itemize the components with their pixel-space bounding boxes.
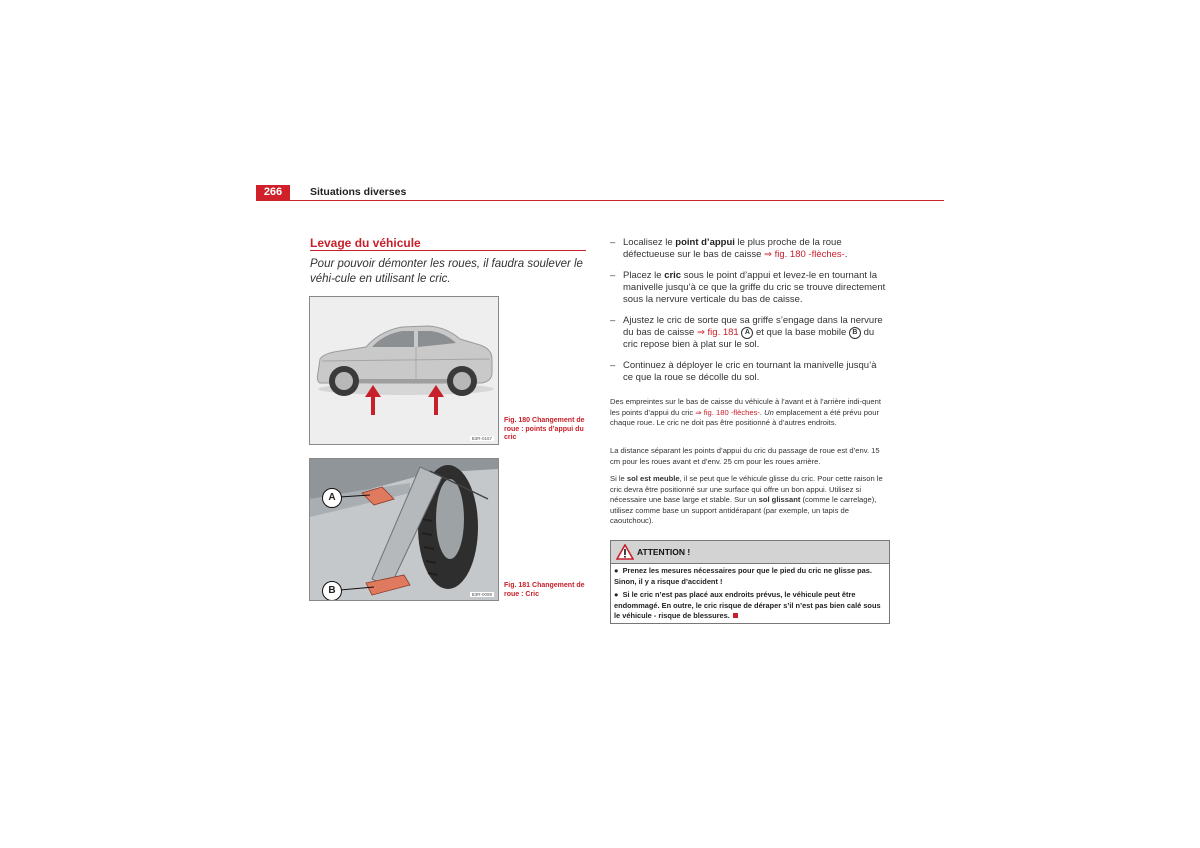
figure-181-jack bbox=[309, 458, 499, 601]
warning-item-2: ● Si le cric n’est pas placé aux endroits prévus, le véhicule peut être endommagé. En outre, le cric risque de déraper s’il n’est pas bien calé sous le véhicule - risque de blessures. bbox=[614, 590, 881, 620]
callout-b: B bbox=[322, 581, 342, 601]
warning-title: ATTENTION ! bbox=[637, 547, 691, 557]
figure-code: B3R-0099 bbox=[471, 592, 492, 597]
car-side-illustration bbox=[310, 297, 498, 444]
section-title: Levage du véhicule bbox=[310, 236, 421, 250]
warning-box bbox=[610, 540, 890, 624]
warning-triangle-icon bbox=[616, 544, 634, 560]
figure-reference-link[interactable]: ⇒ fig. 180 -flèches- bbox=[695, 407, 760, 417]
jack-illustration bbox=[310, 459, 498, 600]
figure-181-caption: Fig. 181 Changement de roue : Cric bbox=[504, 582, 585, 598]
paragraph-ground: Si le sol est meuble, il se peut que le véhicule glisse du cric. Pour cette raison le cric devra être positionné sur une surface qui offre un bon appui. Utilisez si nécessaire une base large et stable. Sur un sol glissant (comme le carrelage), utilisez comme base un support antidérapant (par exemple, un tapis de caoutchouc). bbox=[610, 474, 883, 525]
header-rule bbox=[256, 200, 944, 201]
step-2: – Placez le cric sous le point d’appui et levez-le en tournant la manivelle jusqu’à ce que la griffe du cric se trouve directement sous la nervure verticale du bas de caisse. bbox=[610, 270, 886, 305]
figure-180-caption: Fig. 180 Changement de roue : points d’appui du cric bbox=[504, 417, 585, 441]
paragraph-jack-points: Des empreintes sur le bas de caisse du véhicule à l’avant et à l’arrière indi-quent les points d’appui du cric ⇒ fig. 180 -flèches-. Un emplacement a été prévu pour chaque roue. Le cric ne doit pas être positionné à d’autres endroits. bbox=[610, 397, 881, 427]
figure-reference-link[interactable]: ⇒ fig. 181 bbox=[696, 327, 739, 338]
section-title-rule bbox=[310, 250, 586, 251]
step-1: – Localisez le point d’appui le plus proche de la roue défectueuse sur le bas de caisse ⇒ fig. 180 -flèches-. bbox=[610, 237, 848, 260]
figure-180-car-jack-points bbox=[309, 296, 499, 445]
bullet-icon: ● bbox=[614, 590, 619, 599]
running-title: Situations diverses bbox=[310, 186, 407, 198]
warning-header bbox=[611, 541, 889, 564]
paragraph-distance: La distance séparant les points d’appui du cric du passage de roue est d’env. 15 cm pour les roues avant et d’env. 25 cm pour les roues arrière. bbox=[610, 446, 880, 466]
section-intro: Pour pouvoir démonter les roues, il faudra soulever le véhi-cule en utilisant le cric. bbox=[310, 258, 583, 285]
callout-a-inline: A bbox=[741, 327, 753, 339]
callout-b-inline: B bbox=[849, 327, 861, 339]
figure-reference-link[interactable]: ⇒ fig. 180 -flèches- bbox=[764, 249, 845, 260]
bullet-icon: ● bbox=[614, 566, 619, 575]
end-of-section-icon bbox=[733, 613, 738, 618]
step-3: – Ajustez le cric de sorte que sa griffe s’engage dans la nervure du bas de caisse ⇒ fig. 181 A et que la base mobile B du cric repose bien à plat sur le sol. bbox=[610, 315, 883, 350]
step-4: – Continuez à déployer le cric en tournant la manivelle jusqu’à ce que la roue se décolle du sol. bbox=[610, 360, 877, 383]
callout-a: A bbox=[322, 488, 342, 508]
figure-code: B3R-0157 bbox=[471, 436, 492, 441]
warning-item-1: ● Prenez les mesures nécessaires pour que le pied du cric ne glisse pas. Sinon, il y a risque d’accident ! bbox=[614, 566, 872, 586]
page-number: 266 bbox=[256, 185, 290, 200]
